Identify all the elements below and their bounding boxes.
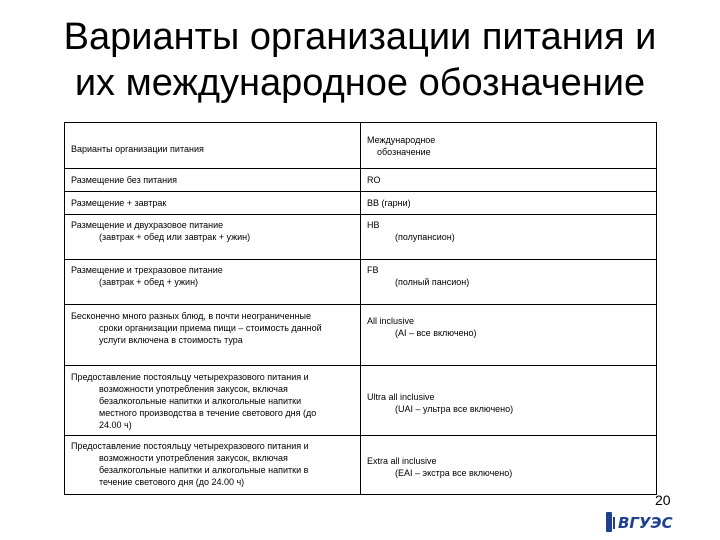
row-code: Extra all inclusive (EAI – экстра все включено) [361, 436, 657, 495]
table-row [65, 192, 657, 215]
row-description: Размещение + завтрак [65, 192, 361, 215]
logo-text: ВГУЭС [618, 514, 673, 532]
logo-mark-icon [606, 512, 612, 532]
header-cell-options: Варианты организации питания [65, 123, 361, 169]
header-cell-code: Международное обозначение [361, 123, 657, 169]
title-line-2: их международное обозначение [74, 62, 646, 104]
logo-mark-stripe-icon [613, 517, 615, 529]
row-description: Предоставление постояльцу четырехразового питания и возможности употребления закусок, включая безалкогольные напитки и алкогольные напитки местного производства в течение светового дня (до 24.00 ч) [65, 366, 361, 436]
table-row [65, 260, 657, 305]
page-number: 20 [655, 492, 671, 508]
row-code: All inclusive (AI – все включено) [361, 305, 657, 366]
university-logo [604, 508, 696, 534]
table-row [65, 436, 657, 495]
meal-plans-table [64, 122, 657, 495]
row-code: Ultra all inclusive (UAI – ультра все включено) [361, 366, 657, 436]
table-row [65, 366, 657, 436]
row-code: BB (гарни) [361, 192, 657, 215]
table-row [65, 215, 657, 260]
row-code: HB (полупансион) [361, 215, 657, 260]
slide-title [0, 14, 720, 106]
row-description: Размещение без питания [65, 169, 361, 192]
row-code: FB (полный пансион) [361, 260, 657, 305]
table-header-row [65, 123, 657, 169]
row-description: Размещение и двухразовое питание (завтрак + обед или завтрак + ужин) [65, 215, 361, 260]
row-description: Размещение и трехразовое питание (завтрак + обед + ужин) [65, 260, 361, 305]
title-line-1: Варианты организации питания и [63, 16, 657, 58]
row-code: RO [361, 169, 657, 192]
table-row [65, 305, 657, 366]
table-row [65, 169, 657, 192]
row-description: Бесконечно много разных блюд, в почти неограниченные сроки организации приема пищи – стоимость данной услуги включена в стоимость тура [65, 305, 361, 366]
row-description: Предоставление постояльцу четырехразового питания и возможности употребления закусок, включая безалкогольные напитки и алкогольные напитки в течение светового дня (до 24.00 ч) [65, 436, 361, 495]
